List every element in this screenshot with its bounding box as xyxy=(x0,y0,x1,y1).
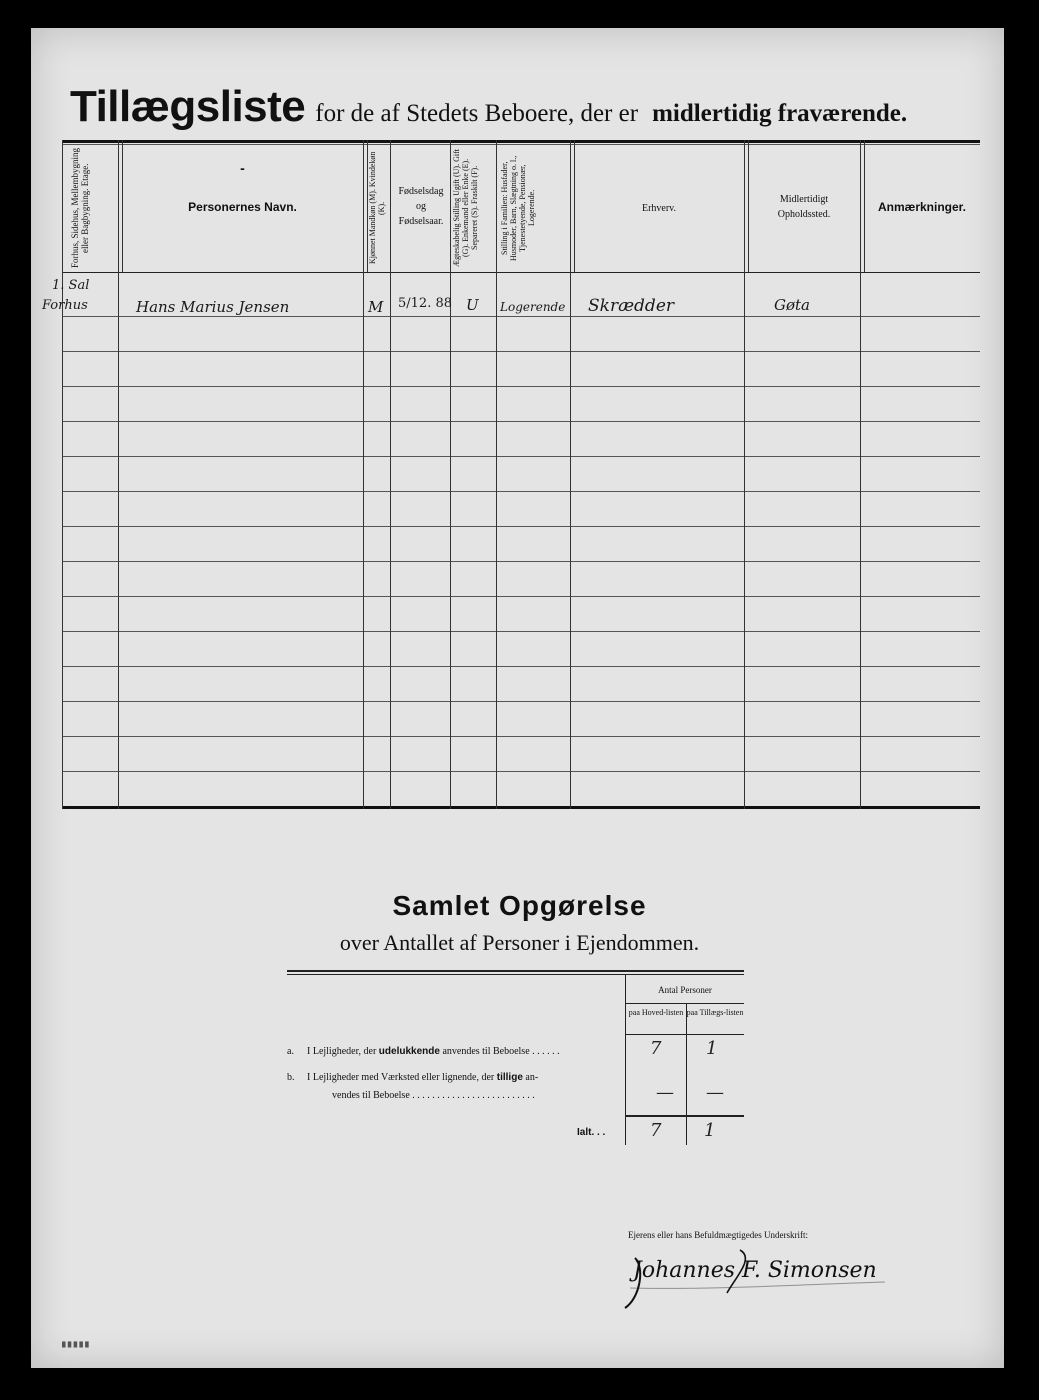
row-rule xyxy=(62,316,980,317)
summary-head-extra: paa Tillægs-listen xyxy=(686,1008,744,1017)
row-rule xyxy=(62,666,980,667)
col-header-name: Personernes Navn. xyxy=(188,200,297,214)
row-occupation: Skrædder xyxy=(588,296,675,316)
table-top-rule xyxy=(62,140,980,143)
summary-head-top: Antal Personer xyxy=(658,985,712,995)
table-bottom-rule xyxy=(62,806,980,809)
row-birth: 5/12. 88 xyxy=(398,296,452,311)
row-rule xyxy=(62,421,980,422)
summary-col-divider xyxy=(625,975,626,1145)
summary-subtitle: over Antallet af Personer i Ejendommen. xyxy=(339,930,700,955)
row-rule xyxy=(62,561,980,562)
row-rule xyxy=(62,351,980,352)
row-rule xyxy=(62,771,980,772)
summary-row-a-text xyxy=(307,1046,560,1057)
summary-row-b-extra: — xyxy=(706,1082,724,1103)
col-divider xyxy=(363,140,364,809)
printer-mark: █ █ █ █ █ xyxy=(62,1343,90,1348)
summary-row-a-text-2: anvendes til Beboelse . . . . . . xyxy=(442,1046,560,1057)
summary-total-extra: 1 xyxy=(704,1120,716,1141)
summary-row-a-text-1: I Lejligheder, der xyxy=(307,1046,377,1057)
summary-row-b-bold: tillige xyxy=(496,1072,523,1083)
col-header-remarks: Anmærkninger. xyxy=(877,200,967,214)
summary-row-b-text-3: vendes til Beboelse . . . . . . . . . . . . . . . . . . . . . . . . . xyxy=(332,1090,535,1101)
row-rule xyxy=(62,631,980,632)
title-text: for de af Stedets Beboere, der er xyxy=(315,100,639,127)
summary-total-main: 7 xyxy=(650,1120,662,1141)
col-header-building: Forhus, Sidehus, Mellembygning eller Bagbygning. Etage. xyxy=(70,147,90,268)
row-sex: M xyxy=(368,298,384,316)
row-rule xyxy=(62,596,980,597)
signature-label: Ejerens eller hans Befuldmægtigedes Underskrift: xyxy=(628,1230,808,1240)
row-rule xyxy=(62,491,980,492)
title-main-word: Tillægsliste xyxy=(70,82,306,131)
col-divider xyxy=(390,140,391,809)
summary-row-b-text-1: I Lejligheder med Værksted eller lignende, der xyxy=(307,1072,495,1083)
row-person-name: Hans Marius Jensen xyxy=(136,298,290,316)
summary-top-rule xyxy=(287,970,744,972)
col-header-occupation: Erhverv. xyxy=(641,203,677,214)
col-divider xyxy=(570,140,571,809)
col-divider xyxy=(118,140,119,809)
col-header-dash: - xyxy=(240,160,245,176)
summary-top-rule-inner xyxy=(287,974,744,975)
summary-row-a-bold: udelukkende xyxy=(378,1046,440,1057)
row-family-position: Logerende xyxy=(500,300,566,314)
person-table xyxy=(42,140,980,810)
summary-row-b-text xyxy=(307,1072,538,1083)
col-header-family: Stilling i Familien: Husfader, Husmoder, Barn, Slægtning o. l., Tjenestetyende, Pensionær, Logerende. xyxy=(500,155,536,261)
summary-col-divider xyxy=(686,1003,687,1145)
summary-total-label: Ialt. . . xyxy=(577,1127,606,1138)
col-divider xyxy=(744,140,745,809)
summary-row-a-extra: 1 xyxy=(706,1038,718,1059)
row-building-floor: 1. Sal xyxy=(52,278,90,293)
title-bold-text: midlertidig fraværende. xyxy=(652,100,908,127)
col-header-birth-b: og xyxy=(416,201,426,212)
row-marital: U xyxy=(466,296,479,314)
summary-row-b-text-2: an- xyxy=(525,1072,539,1083)
row-rule xyxy=(62,736,980,737)
summary-row-b-main: — xyxy=(656,1082,674,1103)
header-bottom-rule xyxy=(62,272,980,273)
row-rule xyxy=(62,386,980,387)
row-building-type: Forhus xyxy=(42,298,88,313)
signature xyxy=(615,1248,905,1318)
summary-title: Samlet Opgørelse xyxy=(392,890,647,921)
summary-head-main: paa Hoved-listen xyxy=(628,1008,684,1017)
col-divider xyxy=(496,140,497,809)
summary-row-a-label: a. xyxy=(287,1046,294,1057)
col-divider xyxy=(62,140,63,809)
summary-total-rule xyxy=(626,1115,744,1117)
col-header-birth-a: Fødselsdag xyxy=(398,186,444,197)
col-divider xyxy=(860,140,861,809)
row-rule xyxy=(62,456,980,457)
col-header-residence-b: Opholdssted. xyxy=(777,209,831,220)
table-top-rule-inner xyxy=(62,144,980,145)
row-residence: Gøta xyxy=(774,296,810,314)
row-rule xyxy=(62,701,980,702)
col-header-sex: Kjønnet Mandkøn (M). Kvindekøn (K). xyxy=(368,151,386,265)
col-header-birth-c: Fødselsaar. xyxy=(398,216,444,227)
summary-header-rule xyxy=(626,1034,744,1035)
col-header-residence-a: Midlertidigt xyxy=(779,194,829,205)
col-header-marital: Ægteskabelig Stilling Ugift (U). Gift (G). Enkemand eller Enke (E). Separeret (S). Fraskilt (F). xyxy=(452,149,479,267)
summary-row-a-main: 7 xyxy=(650,1038,662,1059)
signature-name: Johannes F. Simonsen xyxy=(633,1258,877,1283)
summary-header-rule xyxy=(626,1003,744,1004)
form-title xyxy=(70,82,980,132)
col-divider xyxy=(450,140,451,809)
summary-row-b-label: b. xyxy=(287,1072,295,1083)
row-rule xyxy=(62,526,980,527)
